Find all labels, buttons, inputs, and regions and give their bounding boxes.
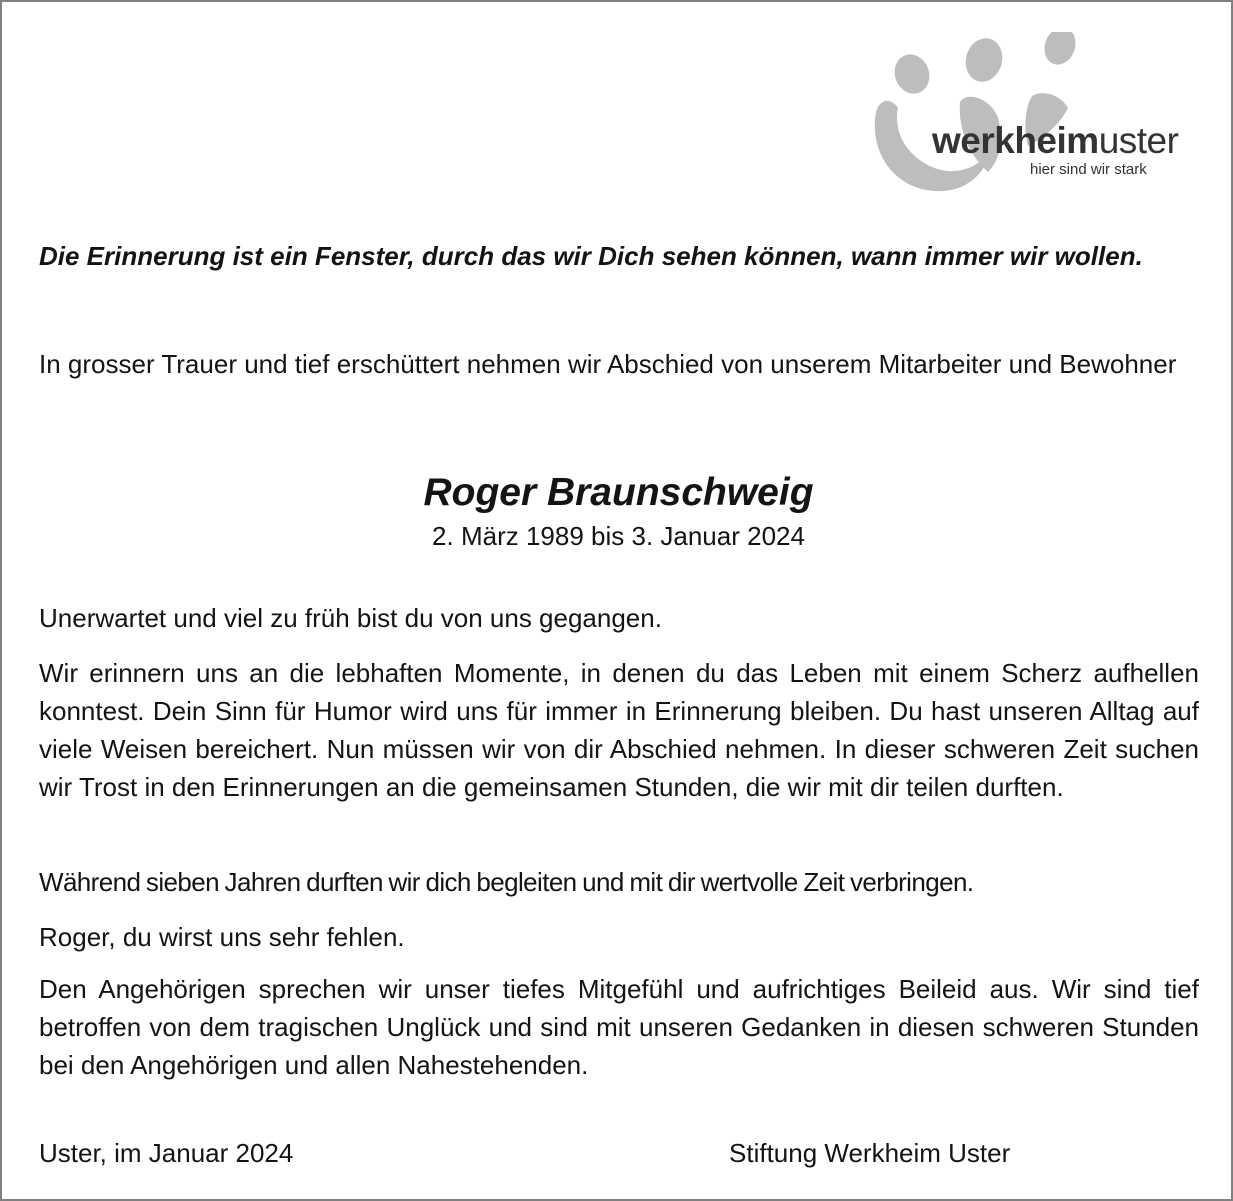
paragraph: Unerwartet und viel zu früh bist du von uns gegangen. (39, 603, 662, 633)
logo-wordmark (932, 120, 1178, 162)
werkheim-logo (864, 32, 1204, 204)
organization-signature: Stiftung Werkheim Uster (729, 1138, 1011, 1168)
paragraph: Den Angehörigen sprechen wir unser tiefes Mitgefühl und aufrichtiges Beileid aus. Wir sind tief betroffen von dem tragischen Unglück und sind mit unseren Gedanken in diesen schweren Stunden bei den Angehörigen und allen Nahestehenden. (39, 974, 1199, 1080)
place-date: Uster, im Januar 2024 (39, 1138, 294, 1168)
intro-text: In grosser Trauer und tief erschüttert nehmen wir Abschied von unserem Mitarbeiter und Bewohner (39, 349, 1177, 379)
deceased-name: Roger Braunschweig (423, 471, 814, 514)
logo-name-bold: werkheim (932, 120, 1099, 161)
paragraph: Während sieben Jahren durften wir dich begleiten und mit dir wertvolle Zeit verbringen. (39, 867, 974, 897)
logo-figures-icon (864, 32, 1204, 204)
logo-tagline: hier sind wir stark (1030, 161, 1147, 178)
logo-name-light: uster (1098, 120, 1179, 161)
paragraph: Wir erinnern uns an die lebhaften Momente, in denen du das Leben mit einem Scherz aufhellen konntest. Dein Sinn für Humor wird uns für immer in Erinnerung bleiben. Du hast unseren Alltag auf viele Weisen bereichert. Nun müssen wir von dir Abschied nehmen. In dieser schweren Zeit suchen wir Trost in den Erinnerungen an die gemeinsamen Stunden, die wir mit dir teilen durften. (39, 658, 1199, 802)
paragraph: Roger, du wirst uns sehr fehlen. (39, 922, 405, 952)
life-dates: 2. März 1989 bis 3. Januar 2024 (432, 521, 805, 551)
memorial-quote: Die Erinnerung ist ein Fenster, durch das wir Dich sehen können, wann immer wir wollen. (39, 241, 1143, 271)
